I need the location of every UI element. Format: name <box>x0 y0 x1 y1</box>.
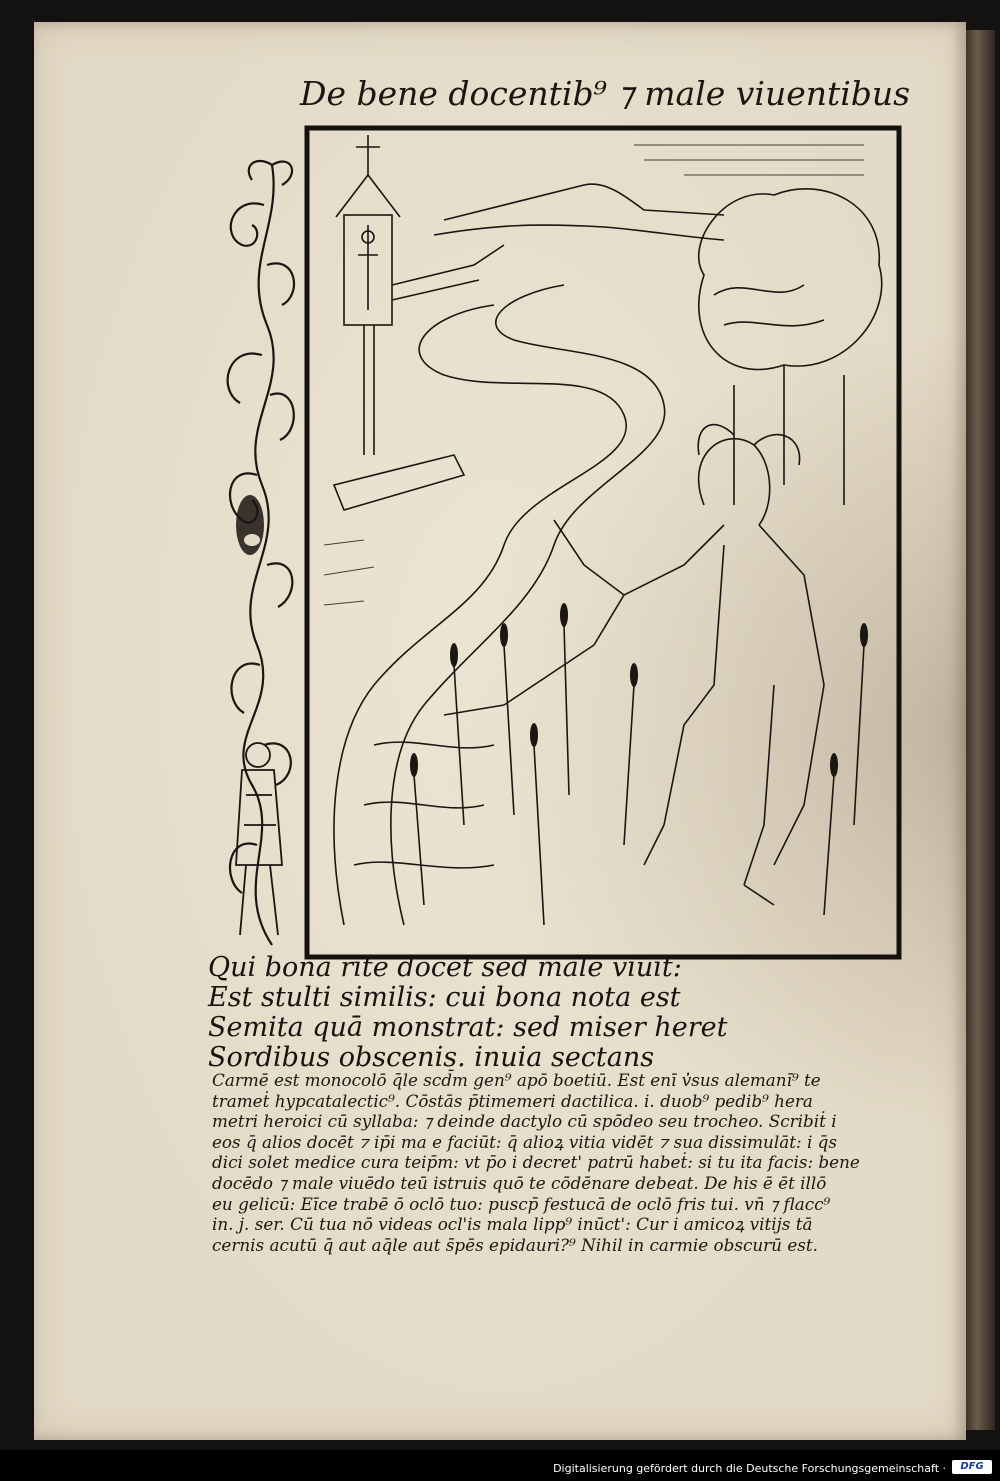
commentary-line: eos q̄ alios docēt ⁊ ip̄i ma e faciūt: q̄ alioꝝ vitia vidēt ⁊ sua dissimulāt: i q̄s <box>212 1131 838 1152</box>
commentary-line: in. j. ser. Cū tua nō videas ocl'is mala lipp⁹ inūct': Cur i amicoꝝ vitijs tā <box>212 1214 813 1235</box>
verse-block <box>208 953 768 1073</box>
vine-border-ornament <box>212 145 304 960</box>
commentary-line: cernis acutū q̄ aut aq̄le aut s̄pēs epidauri?⁹ Nihil in carmie obscurū est. <box>212 1234 818 1255</box>
commentary-line: docēdo ⁊ male viuēdo teū istruis quō te cōdēnare debeat. De his ē ēt illō <box>212 1172 827 1193</box>
book-back-cover <box>965 30 995 1430</box>
verse-line: Sordibus obscenis. inuia sectans <box>208 1042 655 1073</box>
footer-bar <box>0 1450 1000 1481</box>
commentary-block <box>212 1070 912 1255</box>
commentary-line: eu gelicū: Eīce trabē ō oclō tuo: puscp̄ festucā de oclō fris tui. vn̄ ⁊ flacc⁹ <box>212 1193 831 1214</box>
commentary-line: trameṫ hypcatalectic⁹. Cōstās p̄timemeri dactilica. i. duob⁹ pedib⁹ hera <box>212 1090 813 1111</box>
verse-line: Est stulti similis: cui bona nota est <box>208 982 681 1013</box>
commentary-line: dici solet medice cura teip̄m: vt p̄o i decret' patrū habeṫ: si tu ita facis: bene <box>212 1152 860 1173</box>
verse-line: Qui bona rite docet sed male viuit: <box>208 952 682 983</box>
running-head: De bene docentib⁹ ⁊ male viuentibus <box>300 74 911 113</box>
fool-by-road-woodcut <box>304 125 902 960</box>
commentary-line: Carmē est monocolō q̄le scd̄m gen⁹ apō boetiū. Est enī v̓sus alemanı̄⁹ te <box>212 1070 821 1090</box>
woodcut-illustration <box>212 125 902 960</box>
verse-line: Semita quā monstrat: sed miser heret <box>208 1012 728 1043</box>
dfg-logo: DFG <box>952 1460 992 1474</box>
funding-credit: Digitalisierung gefördert durch die Deutsche Forschungsgemeinschaft · <box>553 1462 946 1475</box>
commentary-line: metri heroici cū syllaba: ⁊ deinde dactylo cū spōdeo seu trocheo. Scribiṫ i <box>212 1111 837 1132</box>
